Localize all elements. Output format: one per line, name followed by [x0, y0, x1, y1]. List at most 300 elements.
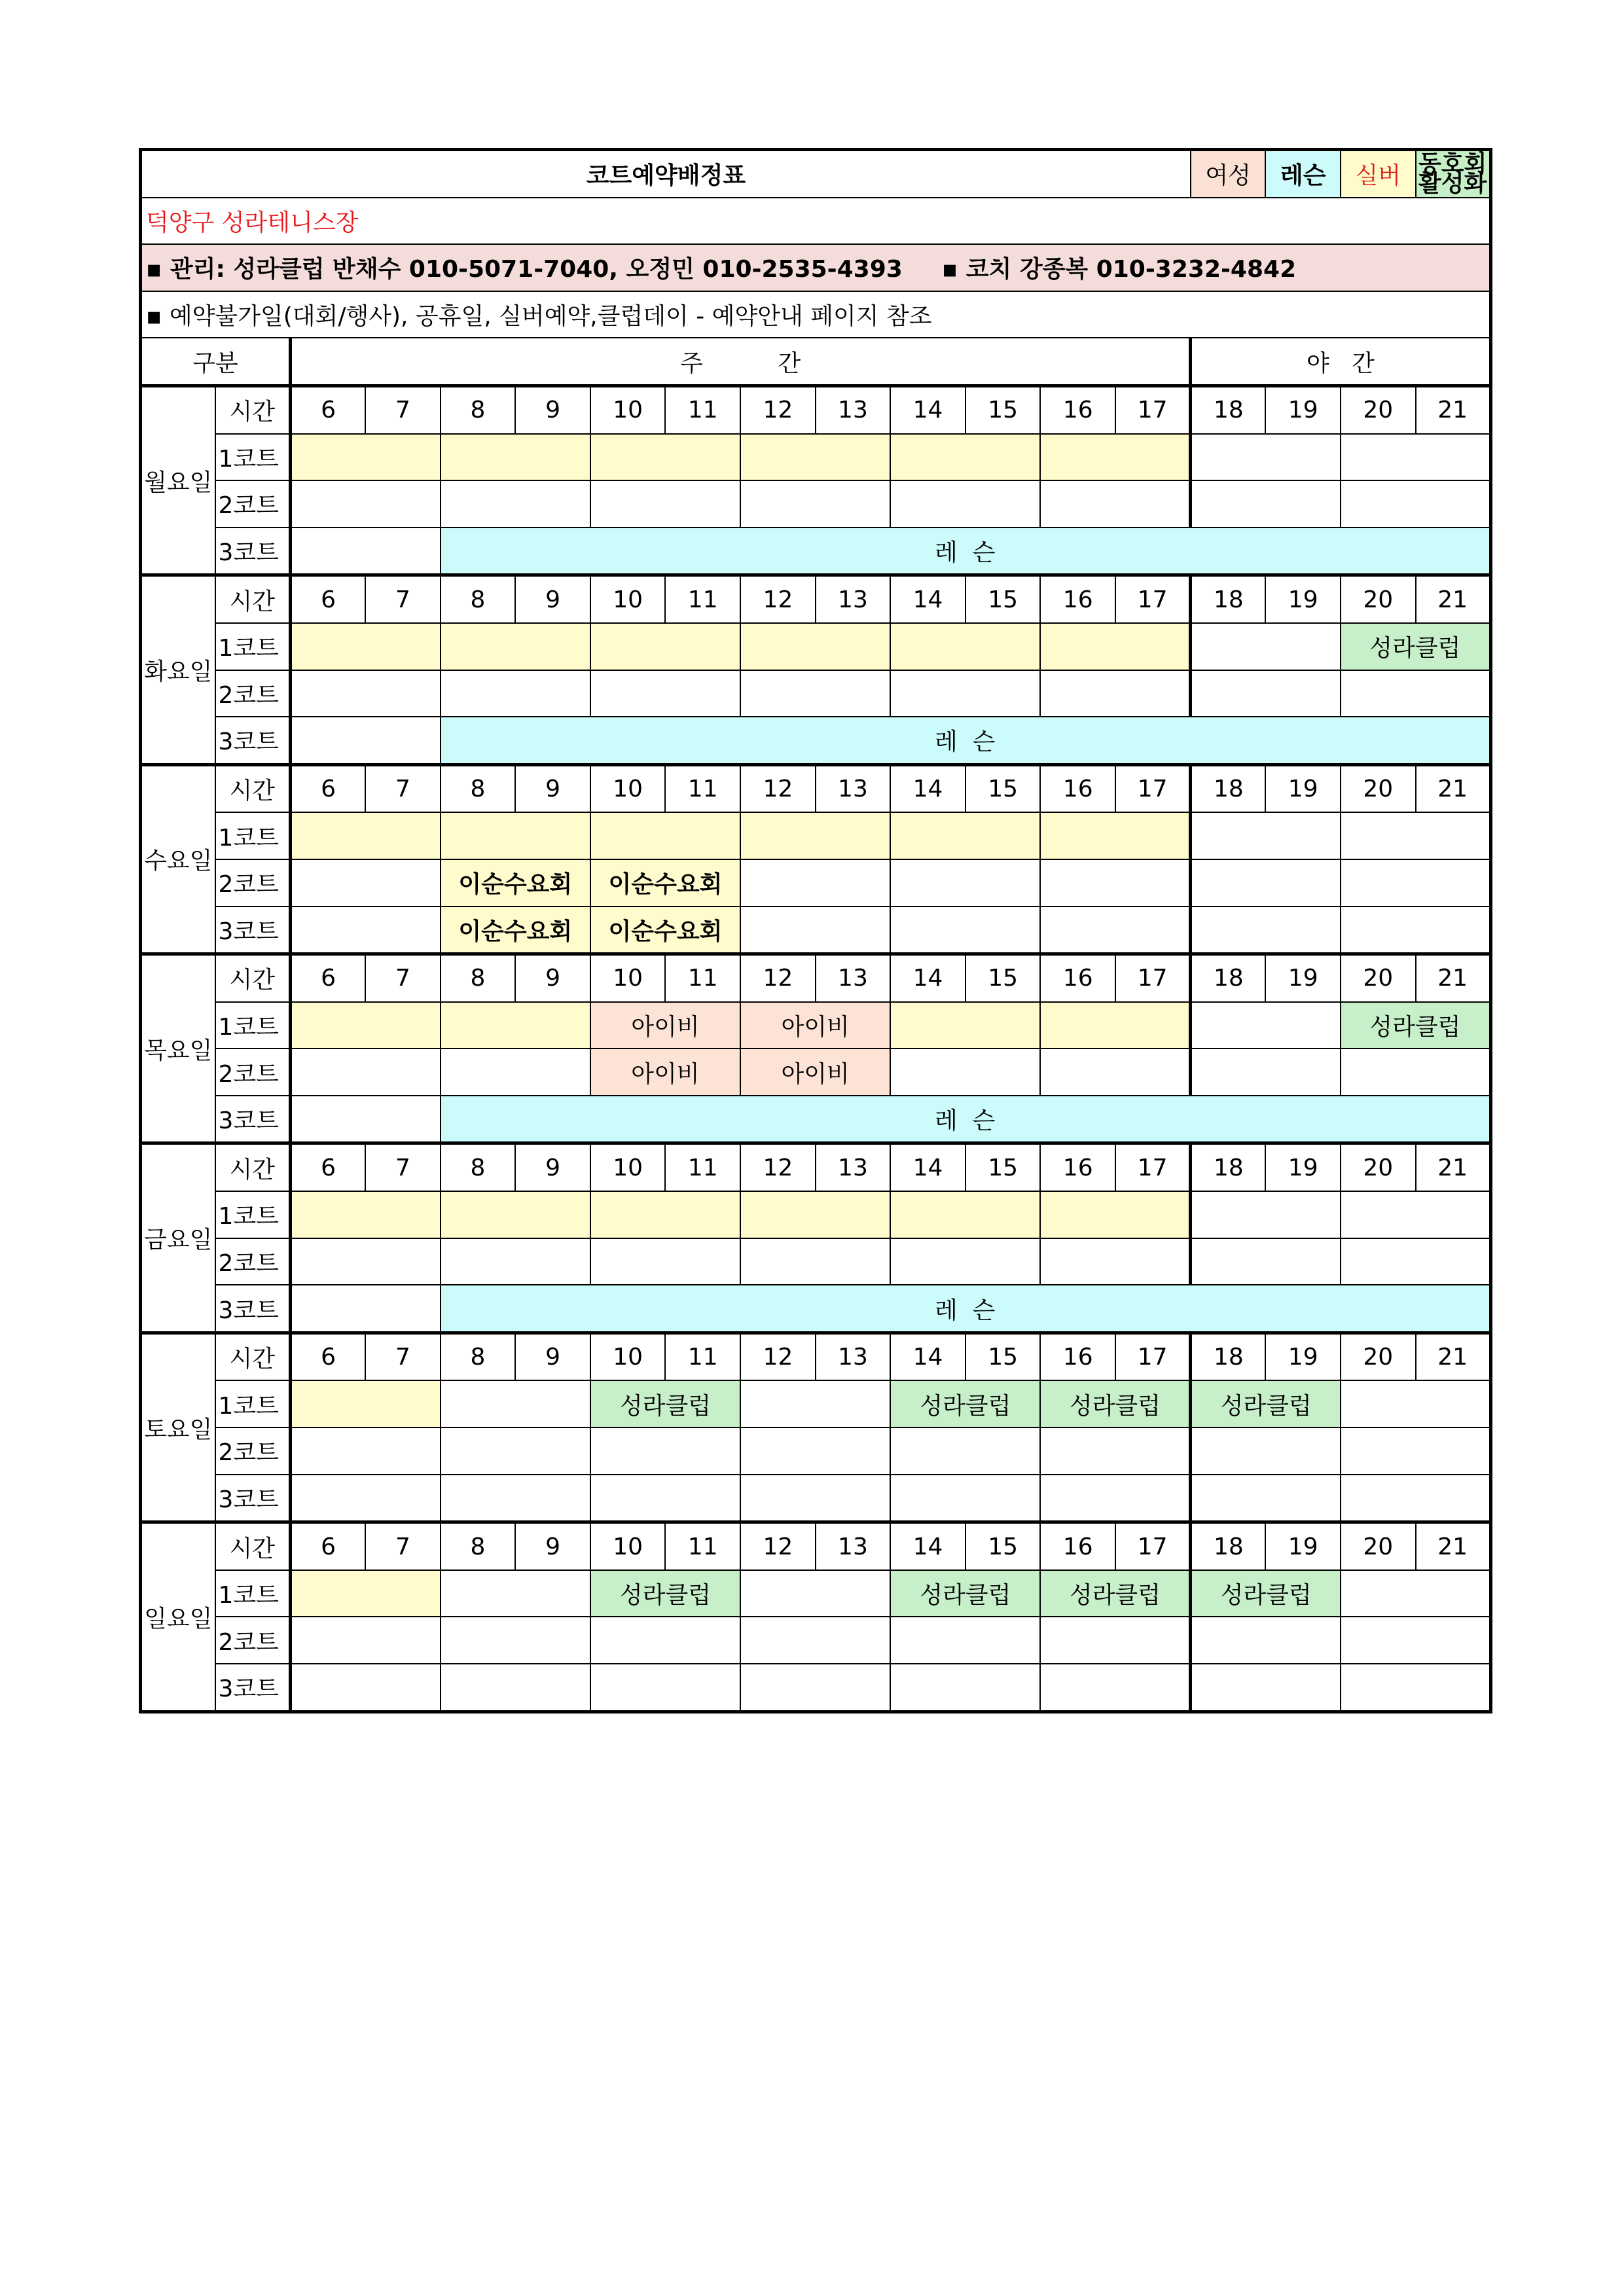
hour-header: 15	[965, 764, 1041, 812]
slot-cell[interactable]	[740, 670, 890, 717]
legend-lesson: 레슨	[1265, 150, 1341, 198]
slot-cell[interactable]	[291, 1380, 441, 1427]
hour-header: 19	[1265, 386, 1341, 433]
slot-cell[interactable]	[740, 1191, 890, 1238]
hour-header: 9	[515, 764, 590, 812]
court-label: 2코트	[215, 480, 291, 528]
slot-cell[interactable]	[441, 1664, 590, 1712]
slot-cell[interactable]	[1040, 1002, 1190, 1049]
court-label: 3코트	[215, 1285, 291, 1333]
slot-cell[interactable]	[291, 1049, 441, 1096]
slot-cell[interactable]	[291, 623, 441, 670]
slot-cell[interactable]	[441, 1238, 590, 1285]
hour-header: 20	[1341, 386, 1416, 433]
day-label: 수요일	[141, 764, 215, 954]
slot-cell[interactable]	[291, 1002, 441, 1049]
slot-cell[interactable]	[1191, 1427, 1341, 1475]
booking-cell[interactable]: 성라클럽	[1191, 1570, 1341, 1617]
court-row	[141, 670, 1491, 717]
hour-header: 16	[1040, 1143, 1115, 1191]
slot-cell[interactable]	[291, 1427, 441, 1475]
slot-cell[interactable]	[740, 434, 890, 481]
court-row	[141, 528, 1491, 575]
booking-cell[interactable]: 이순수요회	[590, 859, 740, 906]
court-schedule-table	[139, 148, 1492, 1713]
court-label: 1코트	[215, 1380, 291, 1427]
hour-header: 20	[1341, 954, 1416, 1002]
hour-header: 18	[1191, 764, 1266, 812]
slot-cell[interactable]	[740, 1617, 890, 1664]
hour-header: 10	[590, 954, 666, 1002]
slot-cell[interactable]	[1040, 906, 1190, 954]
booking-cell[interactable]: 성라클럽	[890, 1380, 1040, 1427]
hour-header: 9	[515, 575, 590, 623]
court-row	[141, 434, 1491, 481]
slot-cell[interactable]	[441, 480, 590, 528]
court-label: 2코트	[215, 859, 291, 906]
booking-cell[interactable]: 성라클럽	[1341, 623, 1490, 670]
hour-header: 20	[1341, 1143, 1416, 1191]
legend-club-line2: 활성화	[1418, 170, 1487, 197]
court-label: 1코트	[215, 623, 291, 670]
slot-cell[interactable]	[291, 1664, 441, 1712]
slot-cell[interactable]	[890, 1427, 1040, 1475]
hour-header: 9	[515, 386, 590, 433]
slot-cell[interactable]	[441, 1049, 590, 1096]
court-label: 2코트	[215, 1617, 291, 1664]
hour-header: 17	[1115, 575, 1191, 623]
court-row	[141, 1285, 1491, 1333]
slot-cell[interactable]	[441, 434, 590, 481]
slot-cell[interactable]	[1040, 1617, 1190, 1664]
hour-header: 15	[965, 1333, 1041, 1380]
hour-header: 18	[1191, 386, 1266, 433]
slot-cell[interactable]	[1191, 1049, 1341, 1096]
court-row	[141, 859, 1491, 906]
slot-cell[interactable]	[1341, 1049, 1490, 1096]
slot-cell[interactable]	[1040, 1664, 1190, 1712]
slot-cell[interactable]	[740, 1380, 890, 1427]
slot-cell[interactable]	[1191, 812, 1341, 859]
slot-cell[interactable]	[1191, 623, 1341, 670]
slot-cell[interactable]	[1341, 1570, 1490, 1617]
hour-header: 8	[441, 954, 516, 1002]
slot-cell[interactable]	[291, 670, 441, 717]
slot-cell[interactable]	[441, 1191, 590, 1238]
legend-club-line1: 동호회	[1418, 150, 1487, 177]
slot-cell[interactable]	[1341, 480, 1490, 528]
hour-header: 15	[965, 575, 1041, 623]
court-label: 3코트	[215, 717, 291, 764]
hour-header: 11	[665, 575, 740, 623]
slot-cell[interactable]	[1040, 1049, 1190, 1096]
court-label: 2코트	[215, 1238, 291, 1285]
hour-header: 15	[965, 1143, 1041, 1191]
slot-cell[interactable]	[1191, 670, 1341, 717]
slot-cell[interactable]	[1040, 812, 1190, 859]
reservation-notice: ▪ 예약불가일(대회/행사), 공휴일, 실버예약,클럽데이 - 예약안내 페이지 참조	[141, 291, 1491, 338]
court-row	[141, 623, 1491, 670]
hour-header: 16	[1040, 1522, 1115, 1570]
slot-cell[interactable]	[1341, 906, 1490, 954]
header-daytime: 주 간	[291, 338, 1191, 386]
hour-header: 17	[1115, 1333, 1191, 1380]
court-label: 1코트	[215, 1570, 291, 1617]
legend-women: 여성	[1191, 150, 1266, 198]
header-category: 구분	[141, 338, 291, 386]
court-row	[141, 1664, 1491, 1712]
slot-cell[interactable]	[1341, 1664, 1490, 1712]
slot-cell[interactable]	[291, 1238, 441, 1285]
hour-header: 13	[816, 1333, 891, 1380]
slot-cell[interactable]	[740, 1570, 890, 1617]
slot-cell[interactable]	[291, 1285, 441, 1333]
slot-cell[interactable]	[441, 670, 590, 717]
hour-header: 16	[1040, 386, 1115, 433]
slot-cell[interactable]	[890, 623, 1040, 670]
booking-cell[interactable]: 성라클럽	[1341, 1002, 1490, 1049]
slot-cell[interactable]	[291, 434, 441, 481]
slot-cell[interactable]	[441, 1617, 590, 1664]
hour-header: 10	[590, 575, 666, 623]
hour-header: 17	[1115, 1522, 1191, 1570]
slot-cell[interactable]	[890, 906, 1040, 954]
booking-cell[interactable]: 성라클럽	[890, 1570, 1040, 1617]
hour-header: 21	[1416, 575, 1491, 623]
hour-header: 14	[890, 954, 965, 1002]
booking-cell[interactable]: 성라클럽	[1040, 1380, 1190, 1427]
court-row	[141, 1617, 1491, 1664]
hour-header: 12	[740, 1333, 816, 1380]
hour-header: 6	[291, 386, 366, 433]
slot-cell[interactable]	[441, 812, 590, 859]
hour-header: 11	[665, 954, 740, 1002]
hour-header: 7	[365, 764, 441, 812]
slot-cell[interactable]	[740, 623, 890, 670]
slot-cell[interactable]	[890, 1191, 1040, 1238]
court-row	[141, 1380, 1491, 1427]
slot-cell[interactable]	[1191, 1238, 1341, 1285]
slot-cell[interactable]	[441, 1427, 590, 1475]
slot-cell[interactable]	[291, 1096, 441, 1143]
slot-cell[interactable]	[291, 906, 441, 954]
hour-header: 15	[965, 386, 1041, 433]
day-label: 월요일	[141, 386, 215, 575]
time-label: 시간	[215, 954, 291, 1002]
hour-header: 8	[441, 1522, 516, 1570]
slot-cell[interactable]	[1341, 1475, 1490, 1522]
slot-cell[interactable]	[1341, 812, 1490, 859]
hour-header: 13	[816, 575, 891, 623]
slot-cell[interactable]	[1341, 670, 1490, 717]
slot-cell[interactable]	[740, 1475, 890, 1522]
booking-cell[interactable]: 이순수요회	[441, 859, 590, 906]
slot-cell[interactable]	[890, 859, 1040, 906]
slot-cell[interactable]	[740, 812, 890, 859]
booking-cell[interactable]: 아이비	[740, 1002, 890, 1049]
hour-header: 20	[1341, 764, 1416, 812]
hour-header: 11	[665, 764, 740, 812]
hour-header: 19	[1265, 1333, 1341, 1380]
booking-cell[interactable]: 레 슨	[441, 717, 1491, 764]
hour-header: 21	[1416, 954, 1491, 1002]
slot-cell[interactable]	[291, 859, 441, 906]
slot-cell[interactable]	[291, 1570, 441, 1617]
hour-header: 14	[890, 1333, 965, 1380]
hour-header: 19	[1265, 1143, 1341, 1191]
hour-header: 19	[1265, 575, 1341, 623]
court-label: 1코트	[215, 812, 291, 859]
slot-cell[interactable]	[890, 1049, 1040, 1096]
booking-cell[interactable]: 레 슨	[441, 1285, 1491, 1333]
court-label: 2코트	[215, 670, 291, 717]
slot-cell[interactable]	[1040, 1191, 1190, 1238]
slot-cell[interactable]	[1191, 434, 1341, 481]
day-label: 토요일	[141, 1333, 215, 1522]
slot-cell[interactable]	[890, 1617, 1040, 1664]
day-label: 금요일	[141, 1143, 215, 1333]
slot-cell[interactable]	[590, 670, 740, 717]
hour-header: 6	[291, 575, 366, 623]
hour-header: 13	[816, 1522, 891, 1570]
slot-cell[interactable]	[291, 812, 441, 859]
court-row	[141, 1570, 1491, 1617]
court-row	[141, 1475, 1491, 1522]
slot-cell[interactable]	[890, 812, 1040, 859]
hour-header: 8	[441, 1143, 516, 1191]
slot-cell[interactable]	[590, 1475, 740, 1522]
slot-cell[interactable]	[1040, 859, 1190, 906]
court-row	[141, 1191, 1491, 1238]
slot-cell[interactable]	[890, 1238, 1040, 1285]
slot-cell[interactable]	[1040, 1238, 1190, 1285]
hour-header: 14	[890, 1143, 965, 1191]
booking-cell[interactable]: 성라클럽	[1040, 1570, 1190, 1617]
hour-header: 15	[965, 954, 1041, 1002]
hour-header: 17	[1115, 764, 1191, 812]
hour-header: 9	[515, 1143, 590, 1191]
time-label: 시간	[215, 575, 291, 623]
hour-header: 12	[740, 1143, 816, 1191]
hour-header: 16	[1040, 954, 1115, 1002]
hour-header: 6	[291, 1333, 366, 1380]
hour-header: 7	[365, 575, 441, 623]
slot-cell[interactable]	[1040, 480, 1190, 528]
slot-cell[interactable]	[590, 1238, 740, 1285]
hour-header: 12	[740, 386, 816, 433]
court-row	[141, 1002, 1491, 1049]
hour-header: 14	[890, 386, 965, 433]
slot-cell[interactable]	[291, 717, 441, 764]
booking-cell[interactable]: 아이비	[740, 1049, 890, 1096]
hour-header: 8	[441, 386, 516, 433]
hour-header: 14	[890, 575, 965, 623]
slot-cell[interactable]	[441, 1002, 590, 1049]
court-label: 1코트	[215, 1002, 291, 1049]
court-row	[141, 717, 1491, 764]
legend-club	[1416, 150, 1491, 198]
court-row	[141, 1049, 1491, 1096]
hour-header: 11	[665, 1333, 740, 1380]
slot-cell[interactable]	[441, 1380, 590, 1427]
slot-cell[interactable]	[890, 1475, 1040, 1522]
hour-header: 7	[365, 1143, 441, 1191]
hour-header: 13	[816, 1143, 891, 1191]
time-label: 시간	[215, 764, 291, 812]
hour-header: 9	[515, 1522, 590, 1570]
booking-cell[interactable]: 성라클럽	[590, 1570, 740, 1617]
slot-cell[interactable]	[740, 1427, 890, 1475]
venue-name: 덕양구 성라테니스장	[141, 198, 1491, 245]
hour-header: 15	[965, 1522, 1041, 1570]
hour-header: 6	[291, 1143, 366, 1191]
slot-cell[interactable]	[740, 906, 890, 954]
court-label: 1코트	[215, 434, 291, 481]
slot-cell[interactable]	[1040, 434, 1190, 481]
slot-cell[interactable]	[590, 623, 740, 670]
slot-cell[interactable]	[890, 1002, 1040, 1049]
hour-header: 21	[1416, 386, 1491, 433]
booking-cell[interactable]: 이순수요회	[590, 906, 740, 954]
slot-cell[interactable]	[590, 812, 740, 859]
slot-cell[interactable]	[1191, 1664, 1341, 1712]
slot-cell[interactable]	[1341, 859, 1490, 906]
slot-cell[interactable]	[1040, 1475, 1190, 1522]
court-label: 3코트	[215, 528, 291, 575]
hour-header: 13	[816, 954, 891, 1002]
slot-cell[interactable]	[1191, 1191, 1341, 1238]
slot-cell[interactable]	[1341, 1238, 1490, 1285]
hour-header: 13	[816, 764, 891, 812]
court-label: 1코트	[215, 1191, 291, 1238]
hour-header: 6	[291, 764, 366, 812]
booking-cell[interactable]: 성라클럽	[1191, 1380, 1341, 1427]
hour-header: 8	[441, 575, 516, 623]
booking-cell[interactable]: 아이비	[590, 1002, 740, 1049]
booking-cell[interactable]: 성라클럽	[590, 1380, 740, 1427]
slot-cell[interactable]	[890, 434, 1040, 481]
slot-cell[interactable]	[1191, 906, 1341, 954]
court-label: 3코트	[215, 906, 291, 954]
slot-cell[interactable]	[1341, 1617, 1490, 1664]
hour-header: 17	[1115, 1143, 1191, 1191]
slot-cell[interactable]	[1341, 1427, 1490, 1475]
court-label: 2코트	[215, 1049, 291, 1096]
court-row	[141, 480, 1491, 528]
slot-cell[interactable]	[740, 1238, 890, 1285]
day-label: 목요일	[141, 954, 215, 1143]
court-label: 2코트	[215, 1427, 291, 1475]
hour-header: 16	[1040, 575, 1115, 623]
hour-header: 21	[1416, 1143, 1491, 1191]
slot-cell[interactable]	[890, 670, 1040, 717]
hour-header: 8	[441, 1333, 516, 1380]
time-label: 시간	[215, 1143, 291, 1191]
coach-text: ▪ 코치 강종복 010-3232-4842	[941, 256, 1297, 283]
hour-header: 18	[1191, 1522, 1266, 1570]
hour-header: 11	[665, 1522, 740, 1570]
slot-cell[interactable]	[740, 480, 890, 528]
hour-header: 19	[1265, 954, 1341, 1002]
slot-cell[interactable]	[590, 1427, 740, 1475]
hour-header: 6	[291, 1522, 366, 1570]
slot-cell[interactable]	[1191, 480, 1341, 528]
court-label: 3코트	[215, 1664, 291, 1712]
hour-header: 18	[1191, 1333, 1266, 1380]
hour-header: 19	[1265, 764, 1341, 812]
hour-header: 11	[665, 386, 740, 433]
slot-cell[interactable]	[740, 1664, 890, 1712]
slot-cell[interactable]	[1040, 1427, 1190, 1475]
slot-cell[interactable]	[1040, 670, 1190, 717]
hour-header: 21	[1416, 764, 1491, 812]
slot-cell[interactable]	[1341, 434, 1490, 481]
hour-header: 7	[365, 1333, 441, 1380]
hour-header: 9	[515, 1333, 590, 1380]
booking-cell[interactable]: 레 슨	[441, 1096, 1491, 1143]
time-label: 시간	[215, 386, 291, 433]
slot-cell[interactable]	[590, 1191, 740, 1238]
hour-header: 7	[365, 386, 441, 433]
slot-cell[interactable]	[590, 434, 740, 481]
hour-header: 12	[740, 575, 816, 623]
slot-cell[interactable]	[291, 1617, 441, 1664]
slot-cell[interactable]	[291, 1191, 441, 1238]
hour-header: 7	[365, 1522, 441, 1570]
hour-header: 7	[365, 954, 441, 1002]
hour-header: 21	[1416, 1333, 1491, 1380]
slot-cell[interactable]	[1341, 1191, 1490, 1238]
slot-cell[interactable]	[1191, 859, 1341, 906]
day-label: 일요일	[141, 1522, 215, 1712]
slot-cell[interactable]	[291, 480, 441, 528]
booking-cell[interactable]: 레 슨	[441, 528, 1491, 575]
slot-cell[interactable]	[441, 623, 590, 670]
hour-header: 20	[1341, 1333, 1416, 1380]
court-label: 3코트	[215, 1096, 291, 1143]
slot-cell[interactable]	[590, 1664, 740, 1712]
hour-header: 17	[1115, 386, 1191, 433]
slot-cell[interactable]	[441, 1570, 590, 1617]
slot-cell[interactable]	[291, 1475, 441, 1522]
slot-cell[interactable]	[441, 1475, 590, 1522]
hour-header: 18	[1191, 954, 1266, 1002]
hour-header: 20	[1341, 575, 1416, 623]
slot-cell[interactable]	[740, 859, 890, 906]
hour-header: 17	[1115, 954, 1191, 1002]
slot-cell[interactable]	[590, 1617, 740, 1664]
hour-header: 9	[515, 954, 590, 1002]
hour-header: 21	[1416, 1522, 1491, 1570]
hour-header: 18	[1191, 1143, 1266, 1191]
booking-cell[interactable]: 아이비	[590, 1049, 740, 1096]
hour-header: 20	[1341, 1522, 1416, 1570]
slot-cell[interactable]	[1191, 1617, 1341, 1664]
slot-cell[interactable]	[1040, 623, 1190, 670]
slot-cell[interactable]	[890, 1664, 1040, 1712]
slot-cell[interactable]	[890, 480, 1040, 528]
court-row	[141, 1238, 1491, 1285]
slot-cell[interactable]	[590, 480, 740, 528]
time-label: 시간	[215, 1522, 291, 1570]
slot-cell[interactable]	[291, 528, 441, 575]
hour-header: 12	[740, 1522, 816, 1570]
slot-cell[interactable]	[1341, 1380, 1490, 1427]
slot-cell[interactable]	[1191, 1002, 1341, 1049]
booking-cell[interactable]: 이순수요회	[441, 906, 590, 954]
slot-cell[interactable]	[1191, 1475, 1341, 1522]
hour-header: 12	[740, 954, 816, 1002]
